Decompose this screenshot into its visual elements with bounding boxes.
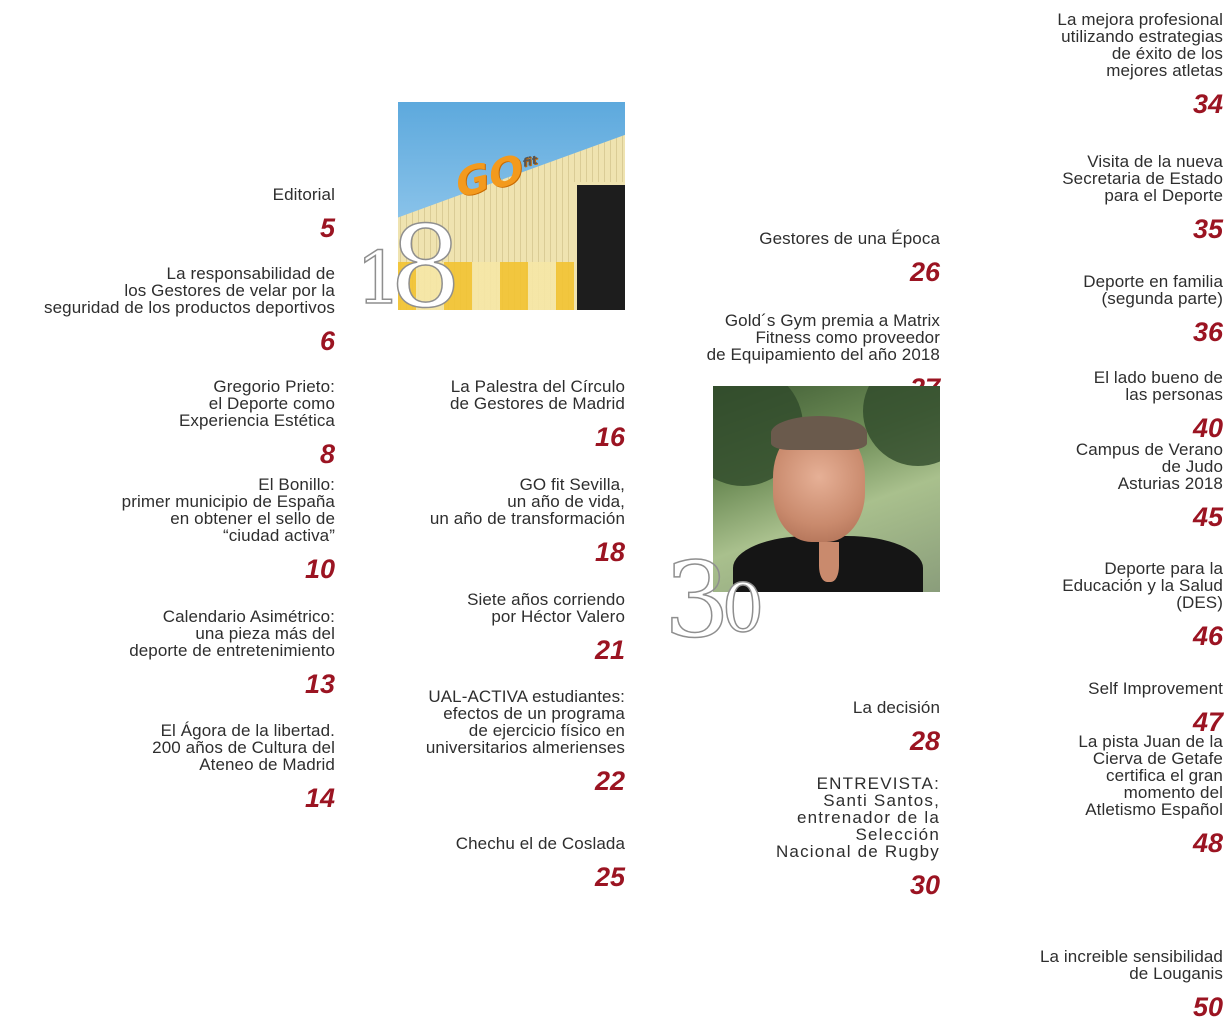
toc-entry-entrevista[interactable] [776,775,940,899]
entry-title: El Ágora de la libertad. 200 años de Cultura del Ateneo de Madrid [152,721,335,774]
toc-entry-secretaria[interactable] [1062,153,1223,243]
toc-entry-chechu[interactable] [456,835,625,891]
page-number: 22 [594,766,625,796]
entry-title: Self Improvement [1088,679,1223,698]
page-number: 46 [1192,621,1223,651]
toc-entry-lado-bueno[interactable] [1094,369,1223,442]
building-window [574,182,625,310]
toc-entry-mejora-profesional[interactable] [1057,11,1223,118]
toc-entry-gestores-epoca[interactable] [759,230,940,286]
page-number: 36 [1192,317,1223,347]
toc-entry-editorial[interactable] [273,186,335,242]
toc-entry-palestra[interactable] [450,378,625,451]
gofit-logo: $GO^{fit}$ [456,145,538,209]
toc-entry-siete-anos[interactable] [467,591,625,664]
page-number: 28 [909,726,940,756]
page-number: 25 [594,862,625,892]
toc-entry-responsabilidad[interactable] [44,265,335,355]
toc-entry-el-bonillo[interactable] [122,476,335,583]
toc-entry-louganis[interactable] [1040,948,1223,1021]
page-number: 48 [1192,828,1223,858]
page-number: 40 [1192,413,1223,443]
toc-entry-deporte-familia[interactable] [1083,273,1223,346]
entry-title: GO fit Sevilla, un año de vida, un año de transformación [429,475,625,528]
entry-title: La decisión [852,698,940,717]
page-number: 50 [1192,992,1223,1022]
entry-title: Calendario Asimétrico: una pieza más del deporte de entretenimiento [129,607,335,660]
entry-title: Siete años corriendo por Héctor Valero [467,590,625,626]
toc-entry-campus-judo[interactable] [1076,441,1223,531]
toc-entry-ual-activa[interactable] [426,688,625,795]
entry-title: Gestores de una Época [759,229,940,248]
page-number: 6 [319,326,335,356]
toc-entry-agora[interactable] [152,722,335,812]
toc-entry-pista-getafe[interactable] [1078,733,1223,857]
numeral-0: 0 [722,570,764,647]
entry-title: La mejora profesional utilizando estrategias de éxito de los mejores atletas [1057,10,1223,80]
entry-title: Campus de Verano de Judo Asturias 2018 [1075,440,1223,493]
santi-santos-portrait [713,386,940,592]
entry-title: UAL-ACTIVA estudiantes: efectos de un programa de ejercicio físico en universitarios almerienses [425,687,625,757]
entry-title: ENTREVISTA: Santi Santos, entrenador de la Selección Nacional de Rugby [775,774,940,861]
page-number: 35 [1192,214,1223,244]
entry-title: La increible sensibilidad de Louganis [1039,947,1223,983]
entry-title: El lado bueno de las personas [1093,368,1223,404]
entry-title: Chechu el de Coslada [455,834,625,853]
page-number: 16 [594,422,625,452]
entry-title: Editorial [272,185,335,204]
entry-title: Deporte en familia (segunda parte) [1083,272,1223,308]
page-number: 47 [1192,707,1223,737]
page-number: 5 [319,213,335,243]
page-number: 21 [594,635,625,665]
page-number: 45 [1192,502,1223,532]
page-number: 8 [319,439,335,469]
toc-entry-des[interactable] [1062,560,1223,650]
entry-title: La responsabilidad de los Gestores de velar por la seguridad de los productos deportivos [44,264,335,317]
page-number: 30 [909,870,940,900]
toc-entry-self-improvement[interactable] [1088,680,1223,736]
background-tree [863,386,940,466]
entry-title: El Bonillo: primer municipio de España en obtener el sello de “ciudad activa” [121,475,335,545]
numeral-8: 8 [390,203,462,333]
toc-entry-la-decision[interactable] [853,699,940,755]
page-number: 14 [304,783,335,813]
entry-title: Gold´s Gym premia a Matrix Fitness como proveedor de Equipamiento del año 2018 [706,311,940,364]
page-number: 18 [594,537,625,567]
toc-entry-calendario[interactable] [129,608,335,698]
page-number: 10 [304,554,335,584]
numeral-1: 1 [356,236,402,320]
page-number: 13 [304,669,335,699]
page-number: 34 [1192,89,1223,119]
entry-title: Gregorio Prieto: el Deporte como Experiencia Estética [178,377,335,430]
entry-title: Visita de la nueva Secretaria de Estado para el Deporte [1062,152,1223,205]
entry-title: La pista Juan de la Cierva de Getafe certifica el gran momento del Atletismo Español [1078,732,1223,819]
toc-entry-gofit-sevilla[interactable] [430,476,625,566]
hair [771,416,867,450]
entry-title: Deporte para la Educación y la Salud (DES) [1062,559,1223,612]
entry-title: La Palestra del Círculo de Gestores de Madrid [449,377,625,413]
toc-entry-gregorio-prieto[interactable] [179,378,335,468]
numeral-3: 3 [664,539,731,661]
page-number: 26 [909,257,940,287]
